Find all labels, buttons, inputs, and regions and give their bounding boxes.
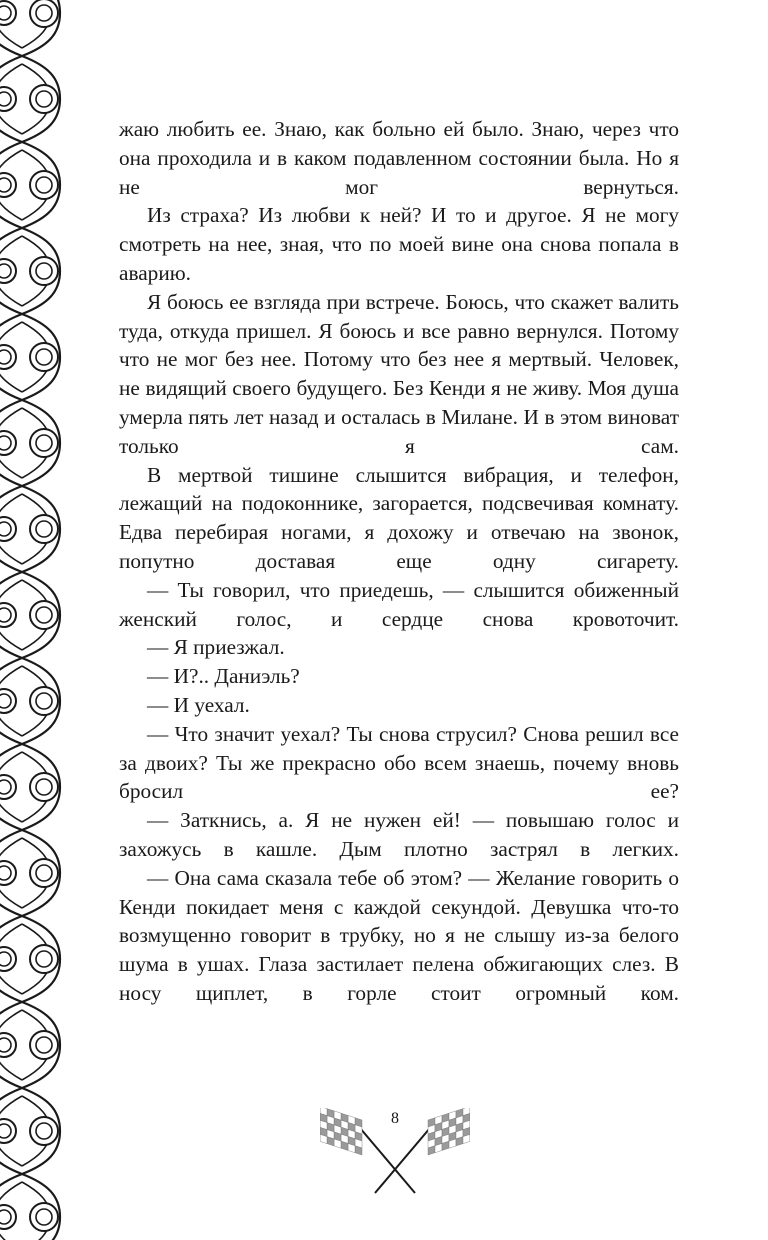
dialogue-line: — И?.. Даниэль?: [147, 664, 300, 689]
dialogue-line: — Она сама сказала тебе об этом? — Желание говорить о Кенди покидает меня с каждой секундой. Девушка что-то возмущенно говорит в трубку, но я не слышу из-за белого шума в ушах. Глаза застилает пелена обжигающих слез. В носу щиплет, в горле стоит огромный ком.: [119, 865, 679, 1005]
dialogue-line: — И уехал.: [147, 692, 250, 717]
bicycle-chain-border-icon: [0, 0, 100, 1240]
dialogue-line: — Что значит уехал? Ты снова струсил? Снова решил все за двоих? Ты же прекрасно обо всем знаешь, почему вновь бросил ее?: [119, 721, 679, 804]
dialogue-line: — Заткнись, а. Я не нужен ей! — повышаю голос и захожусь в кашле. Дым плотно застрял в легких.: [119, 808, 679, 861]
paragraph: Из страха? Из любви к ней? И то и другое. Я не могу смотреть на нее, зная, что по моей вине она снова попала в аварию.: [119, 203, 679, 285]
paragraph: Я боюсь ее взгляда при встрече. Боюсь, что скажет валить туда, откуда пришел. Я боюсь и все равно вернулся. Потому что не мог без нее. Потому что без нее я мертвый. Человек, не видящий своего будущего. Без Кенди я не живу. Моя душа умерла пять лет назад и осталась в Милане. И в этом виноват только я сам.: [119, 289, 679, 458]
dialogue-line: — Я приезжал.: [147, 635, 285, 660]
dialogue-line: — Ты говорил, что приедешь, — слышится обиженный женский голос, и сердце снова кровоточит.: [119, 577, 679, 631]
paragraph: В мертвой тишине слышится вибрация, и телефон, лежащий на подоконнике, загорается, подсвечивая комнату. Едва перебирая ногами, я дохожу и отвечаю на звонок, попутно доставая еще одну сигарету.: [119, 462, 679, 573]
paragraph: жаю любить ее. Знаю, как больно ей было. Знаю, через что она проходила и в каком подавленном состоянии была. Но я не мог вернуться.: [119, 117, 679, 199]
page-body-text: [119, 115, 679, 1008]
page-number: 8: [391, 1110, 399, 1127]
page-footer: [320, 1108, 470, 1198]
